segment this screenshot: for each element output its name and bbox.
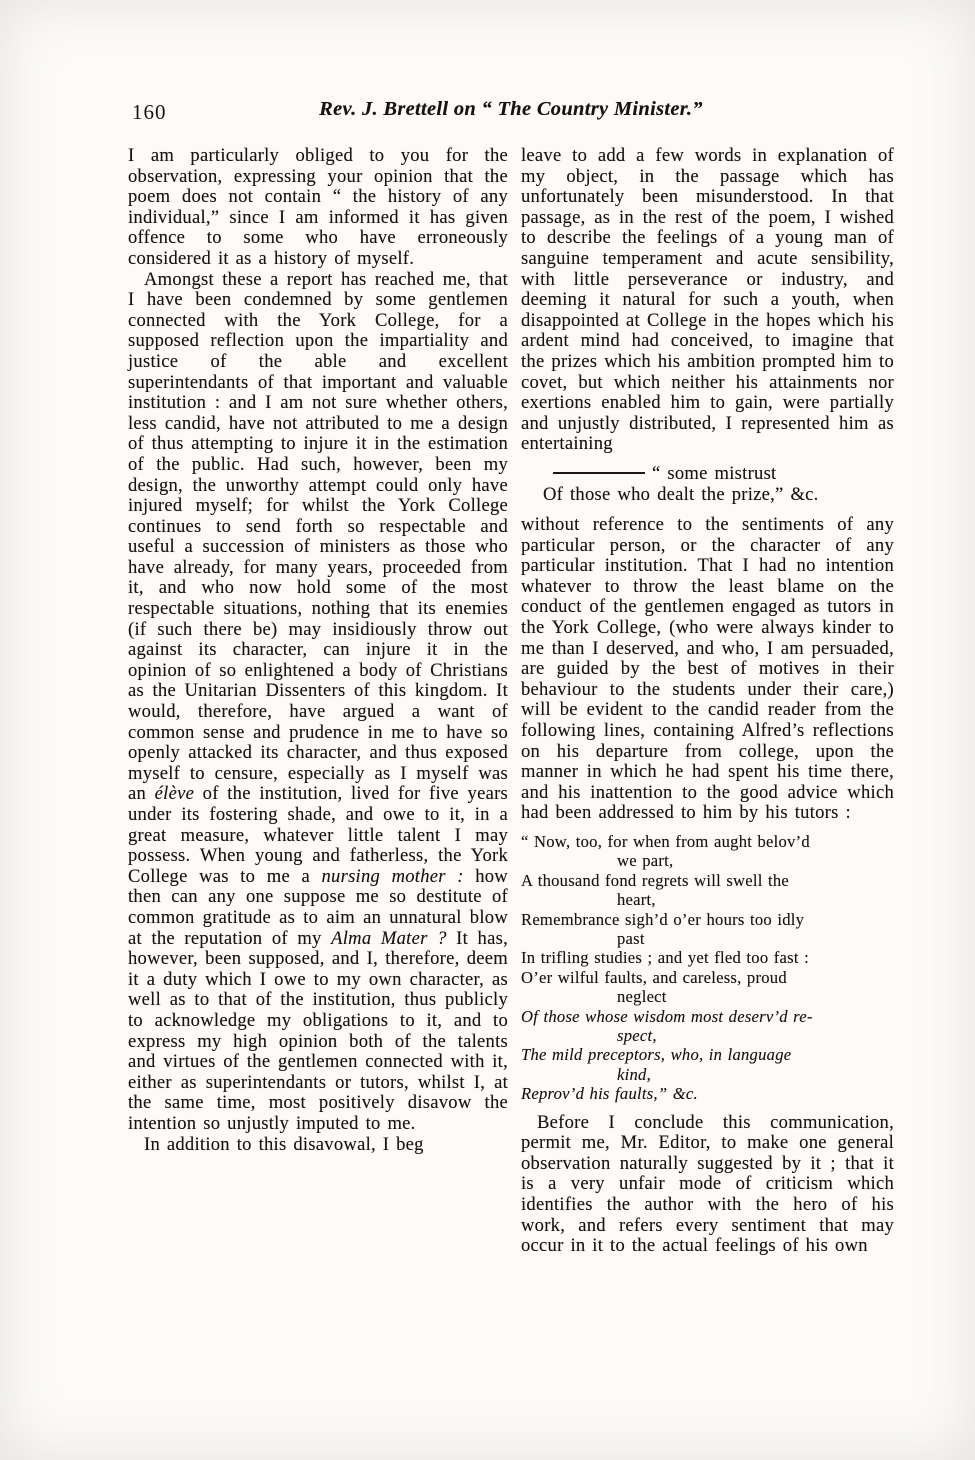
verse-text: The mild preceptors, who, in language [521,1045,792,1065]
paragraph: In addition to this disavowal, I beg [144,1133,424,1155]
verse-continuation: past [617,929,645,949]
paragraph-text: of the institution, lived for five years under its fostering shade, and owe to it, in a great measure, whatever little talent I may possess. When young and fatherless, the York College was to me a [128,783,509,887]
verse-line [521,832,894,871]
quote-line: Of those who dealt the prize,” &c. [543,483,819,505]
verse-line [521,1084,894,1103]
quote-dash-rule [553,472,645,474]
verse-continuation: kind, [617,1064,651,1084]
left-column [128,146,508,1257]
verse-line [521,871,894,910]
italic-phrase-nursing-mother: nursing mother : [321,865,464,887]
verse-text: Remembrance sigh’d o’er hours too idly [521,909,805,929]
text-columns [128,146,894,1257]
verse-line [521,910,894,949]
verse-block [521,832,894,1104]
paragraph-text: It has, however, been supposed, and I, therefore, deem it a duty which I owe to my own character, as well as to that of the institution, thus publicly to acknowledge my obligations to it, and to express my high opinion both of the talents and virtues of the gentlemen connected with it, either as superintendants or tutors, whilst I, at the same time, most positively disavow the intention so unjustly imputed to me. [128,927,508,1134]
verse-text: In trifling studies ; and yet fled too fast : [521,948,810,968]
verse-text: Of those whose wisdom most deserv’d re- [521,1006,813,1026]
italic-word-eleve: élève [154,783,195,805]
paragraph-text: how then can any one suppose me so destitute of common gratitude as to aim an unnatural blow at the reputation of my [128,865,508,949]
verse-line [521,968,894,1007]
verse-continuation: we part, [617,851,674,871]
running-head [128,98,894,128]
paragraph: Before I conclude this communication, permit me, Mr. Editor, to make one general observation naturally suggested by it ; that it is a very unfair mode of criticism which identifies the author with the hero of his work, and refers every sentiment that may occur in it to the actual feelings of his own [521,1111,894,1257]
verse-line [521,1045,894,1084]
quote-text: “ some mistrust [652,462,777,484]
running-title: Rev. J. Brettell on “ The Country Minister.” [319,98,703,120]
paragraph-continuation: leave to add a few words in explanation of my object, in the passage which has unfortunately been misunderstood. In that passage, as in the rest of the poem, I wished to describe the feelings of a young man of sanguine temperament and acute sensibility, with little perseverance or industry, and deeming it natural for such a youth, when disappointed at College in the hopes which his ardent mind had conceived, to imagine that the prizes which his ambition prompted him to covet, but which neither his attainments nor exertions enabled him to gain, were partially and unjustly distributed, I represented him as entertaining [521,145,894,455]
verse-continuation: neglect [617,987,667,1007]
verse-line [521,1007,894,1046]
paragraph-continuation: I am particularly obliged to you for the observation, expressing your opinion that the poem does not contain “ the history of any individual,” since I am informed it has given offence to some who have erroneously considered it as a history of myself. [128,145,508,269]
verse-continuation: heart, [617,890,656,910]
verse-text: Reprov’d his faults,” &c. [521,1084,698,1104]
paragraph [128,270,508,1135]
paragraph: without reference to the sentiments of any particular person, or the character of any particular institution. That I had no intention whatever to throw the least blame on the conduct of the gentlemen engaged as tutors in the York College, (who were always kinder to me than I deserved, and who, I am persuaded, are guided by the best of motives in their behaviour to the students under their care,) will be evident to the candid reader from the following lines, containing Alfred’s reflections on his departure from college, upon the manner in which he had spent his time there, and his inattention to the good advice which had been addressed to him by his tutors : [521,514,894,824]
quote-block [521,464,894,505]
verse-text: A thousand fond regrets will swell the [521,870,790,890]
italic-phrase-alma-mater: Alma Mater ? [331,927,447,949]
verse-line [521,948,894,967]
verse-continuation: spect, [617,1026,657,1046]
quote-line [543,464,894,485]
verse-text: O’er wilful faults, and careless, proud [521,967,787,987]
page-number: 160 [132,100,167,124]
right-column [521,146,894,1257]
verse-text: “ Now, too, for when from aught belov’d [521,832,810,851]
paragraph-text: Amongst these a report has reached me, that I have been condemned by some gentlemen connected with the York College, for a supposed reflection upon the impartiality and justice of the able and excellent superintendants of that important and valuable institution : and I am not sure whether others, less candid, have not attributed to me a design of thus attempting to injure it in the estimation of the public. Had such, however, been my design, the unworthy attempt could only have injured myself; for whilst the York College continues to send forth so respectable and useful a succession of ministers as those who have already, for many years, proceeded from it, and who now hold some of the most respectable situations, nothing that its enemies (if such there be) may insidiously throw out against its character, can injure it in the opinion of so enlightened a body of Christians as the Unitarian Dissenters of this kingdom. It would, therefore, have argued a want of common sense and prudence in me to have so openly attacked its character, and thus exposed myself to censure, especially as I myself was an [128,268,508,805]
